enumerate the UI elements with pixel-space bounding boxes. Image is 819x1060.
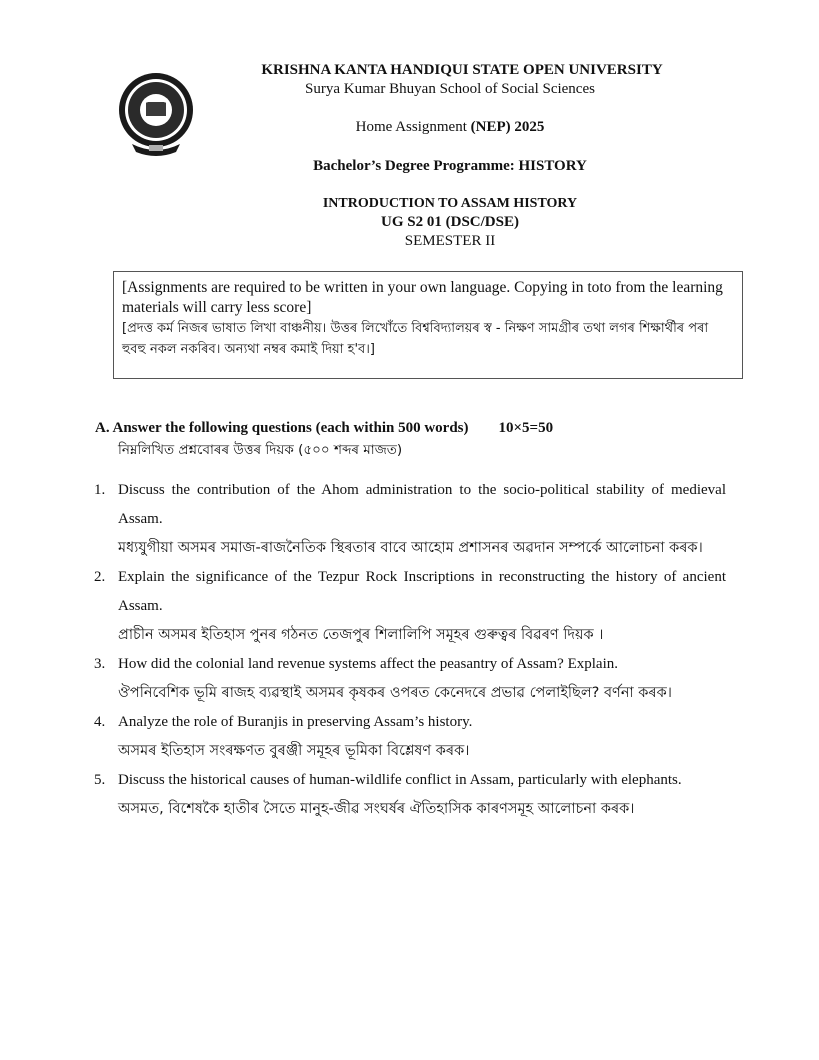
assignment-title <box>90 119 810 136</box>
question-assamese: অসমৰ ইতিহাস সংৰক্ষণত বুৰঞ্জী সমূহৰ ভূমিকা বিশ্লেষণ কৰক। <box>118 743 470 759</box>
course-title: INTRODUCTION TO ASSAM HISTORY <box>322 196 578 211</box>
question-english: Discuss the historical causes of human-wildlife conflict in Assam, particularly with elephants. <box>118 772 682 788</box>
section-a <box>95 420 745 462</box>
question-english: Analyze the role of Buranjis in preserving Assam’s history. <box>118 714 473 730</box>
university-name: KRISHNA KANTA HANDIQUI STATE OPEN UNIVERSITY <box>261 62 663 78</box>
question-number: 1. <box>94 482 106 498</box>
question-assamese: অসমত, বিশেষকৈ হাতীৰ সৈতে মানুহ-জীৱ সংঘৰ্ষৰ ঐতিহাসিক কাৰণসমূহ আলোচনা কৰক। <box>118 801 635 817</box>
instructions-english: [Assignments are required to be written in your own language. Copying in toto from the learning materials will carry less score] <box>122 279 723 316</box>
school-name: Surya Kumar Bhuyan School of Social Sciences <box>305 81 595 97</box>
question-item <box>94 708 726 766</box>
semester: SEMESTER II <box>404 233 496 249</box>
question-assamese: প্ৰাচীন অসমৰ ইতিহাস পুনৰ গঠনত তেজপুৰ শিলালিপি সমূহৰ গুৰুত্বৰ বিৱৰণ দিয়ক । <box>118 627 604 643</box>
question-list <box>94 476 726 824</box>
programme-title: Bachelor’s Degree Programme: HISTORY <box>313 158 587 174</box>
question-english: How did the colonial land revenue systems affect the peasantry of Assam? Explain. <box>118 656 618 672</box>
course-code: UG S2 01 (DSC/DSE) <box>381 214 519 230</box>
question-english: Explain the significance of the Tezpur Rock Inscriptions in reconstructing the history of ancient Assam. <box>118 569 726 614</box>
section-heading: A. Answer the following questions (each within 500 words) <box>95 420 469 436</box>
question-item <box>94 563 726 650</box>
question-number: 4. <box>94 714 106 730</box>
instructions-box <box>113 271 743 379</box>
section-marks: 10×5=50 <box>498 420 554 436</box>
question-assamese: ঔপনিবেশিক ভূমি ৰাজহ ব্যৱস্থাই অসমৰ কৃষকৰ ওপৰত কেনেদৰে প্ৰভাৱ পেলাইছিল? বৰ্ণনা কৰক। <box>118 685 672 701</box>
question-number: 5. <box>94 772 106 788</box>
question-assamese: মধ্যযুগীয়া অসমৰ সমাজ-ৰাজনৈতিক স্থিৰতাৰ বাবে আহোম প্ৰশাসনৰ অৱদান সম্পৰ্কে আলোচনা কৰক। <box>118 540 703 556</box>
question-number: 2. <box>94 569 106 585</box>
question-english: Discuss the contribution of the Ahom administration to the socio-political stability of medieval Assam. <box>118 482 726 527</box>
question-number: 3. <box>94 656 106 672</box>
assignment-prefix: Home Assignment <box>355 119 471 135</box>
question-item <box>94 650 726 708</box>
section-heading-assamese: নিম্নলিখিত প্ৰশ্নবোৰৰ উত্তৰ দিয়ক (৫০০ শব্দৰ মাজত) <box>118 442 403 458</box>
assignment-year: (NEP) 2025 <box>470 119 545 135</box>
instructions-assamese: [প্ৰদত্ত কৰ্ম নিজৰ ভাষাত লিখা বাঞ্চনীয়। উত্তৰ লিখোঁতে বিশ্ববিদ্যালয়ৰ স্ব - নিক্ষণ সামগ্ৰীৰ তথা লগৰ শিক্ষাৰ্থীৰ পৰা হুবহু নকল নকৰিব। অন্যথা নম্বৰ কমাই দিয়া হ'ব।] <box>122 321 709 357</box>
question-item <box>94 766 726 824</box>
question-item <box>94 476 726 563</box>
